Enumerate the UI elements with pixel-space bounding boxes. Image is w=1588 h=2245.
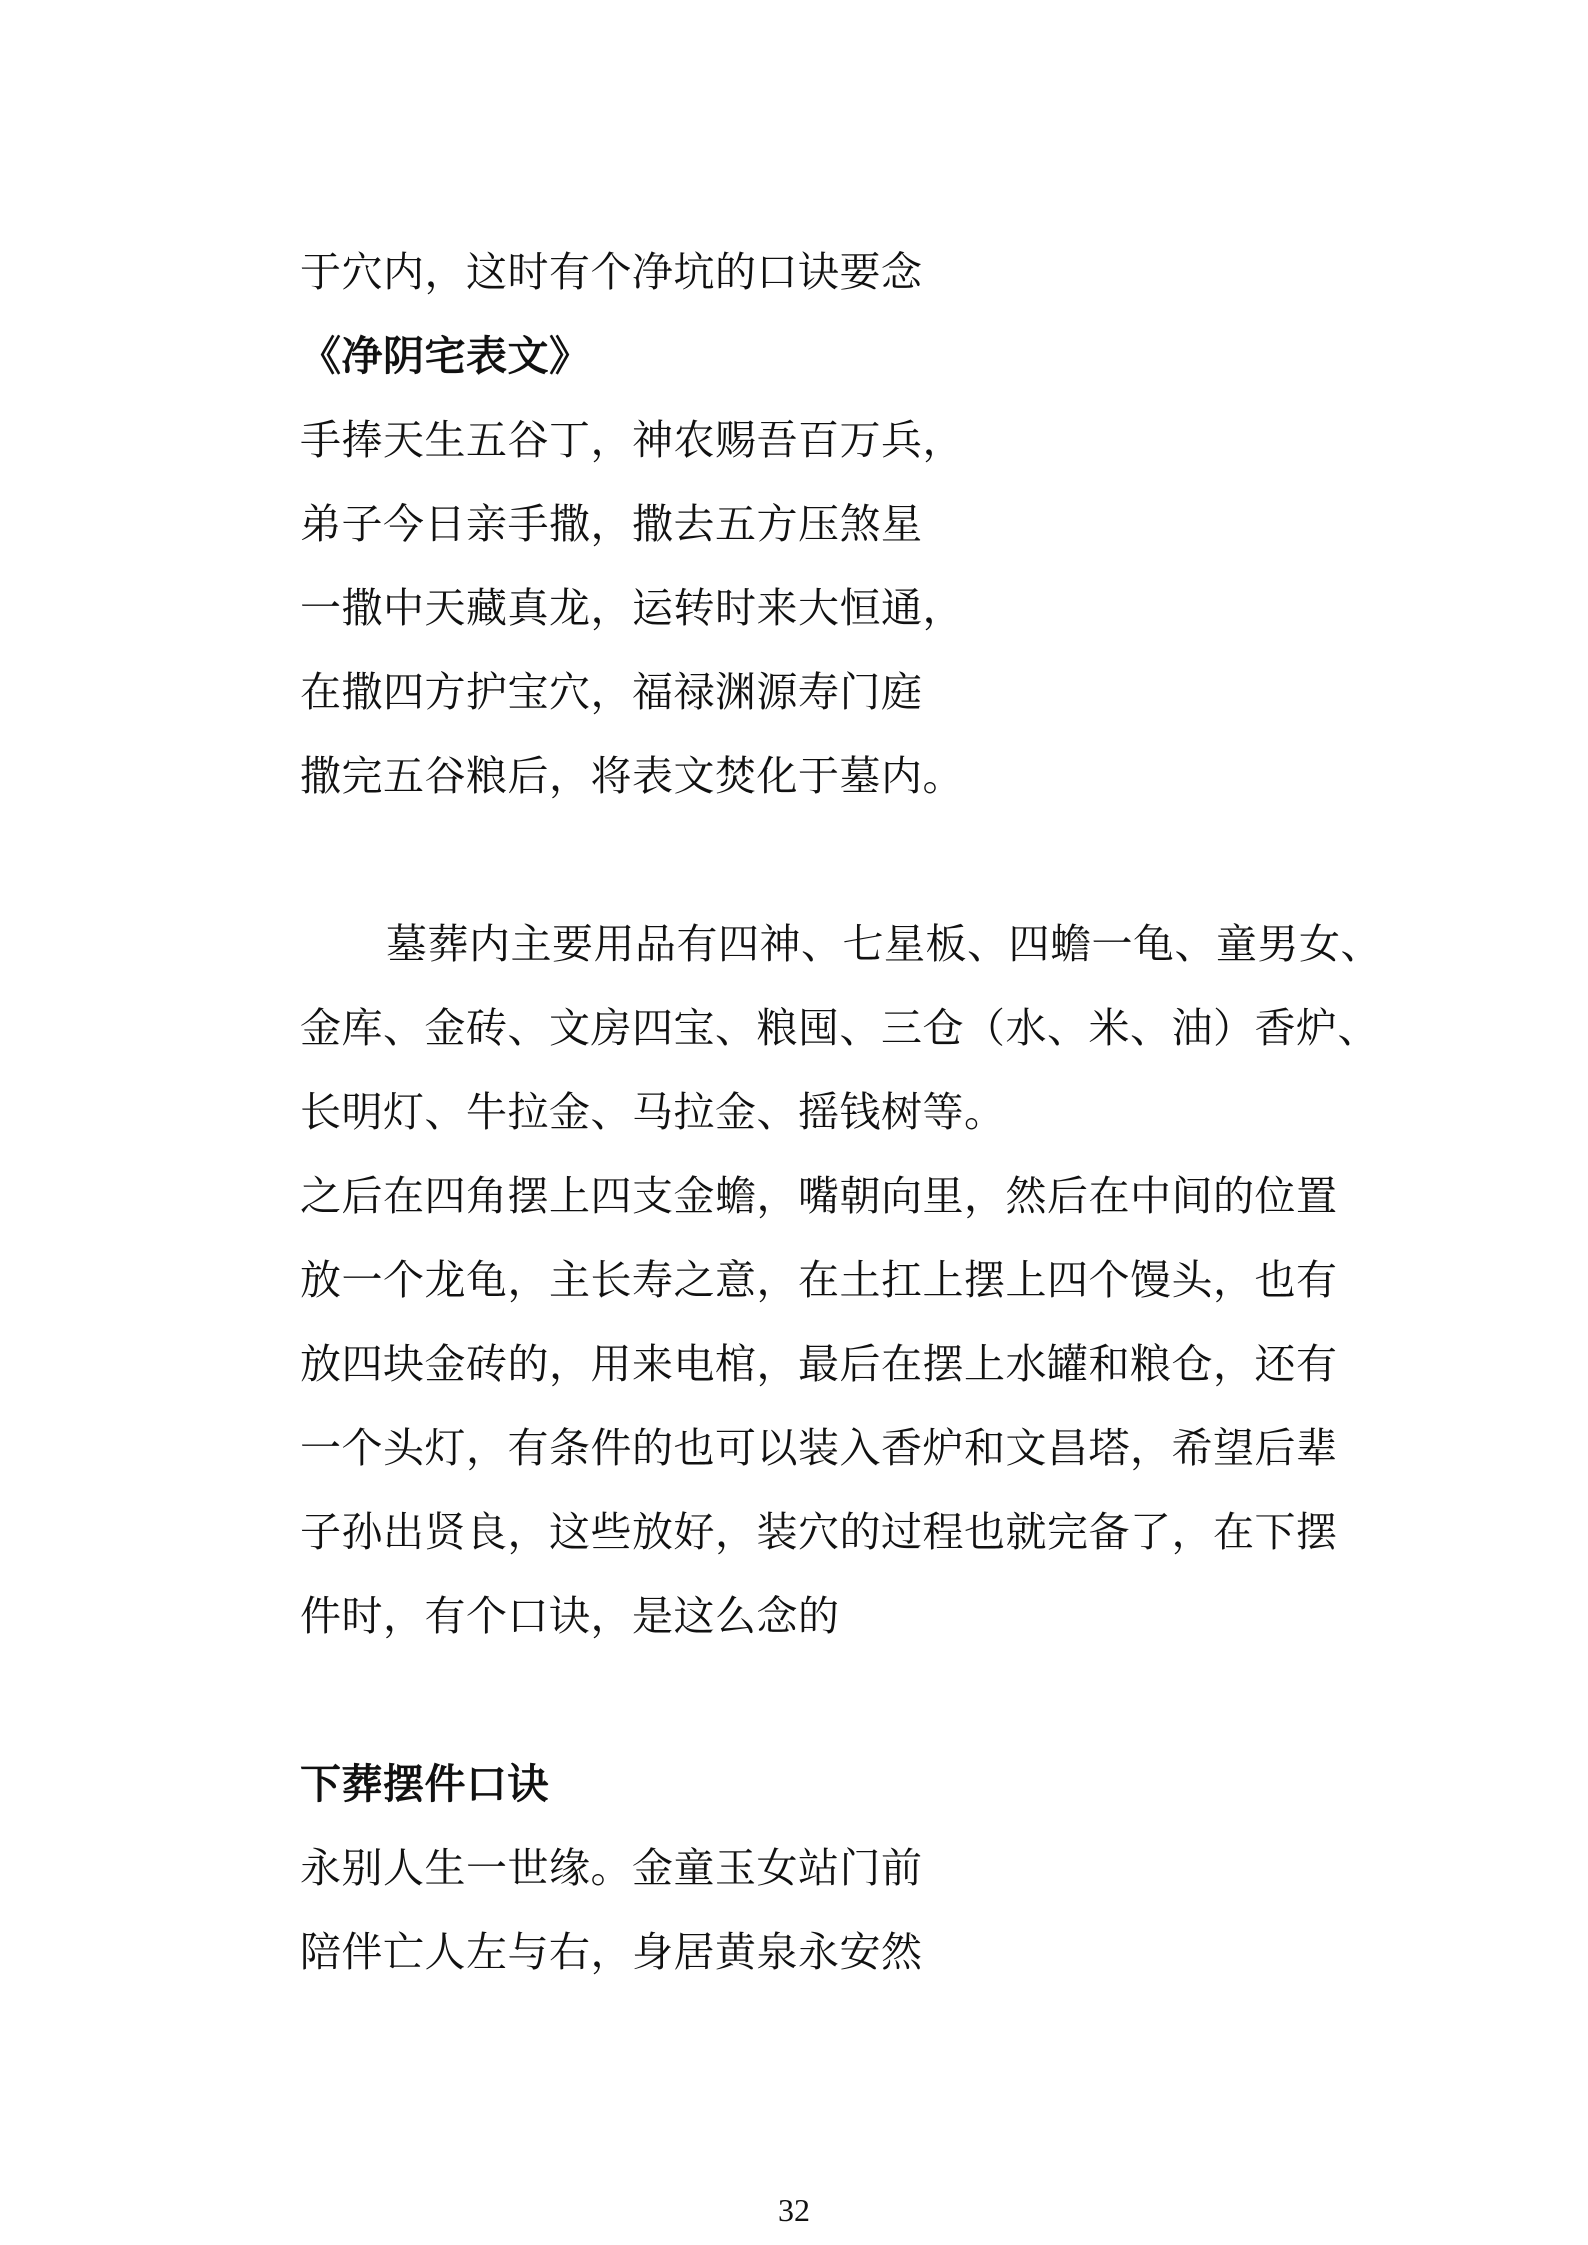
- verse-line: 一撒中天藏真龙，运转时来大恒通，: [300, 584, 964, 632]
- verse-line: 手捧天生五谷丁，神农赐吾百万兵，: [300, 416, 964, 464]
- page-content: [300, 230, 1382, 1994]
- paragraph-line: 子孙出贤良，这些放好，装穴的过程也就完备了，在下摆: [300, 1508, 1338, 1556]
- section-title-jing-yin-zhai: 《净阴宅表文》: [300, 332, 591, 380]
- paragraph-line: 金库、金砖、文房四宝、粮囤、三仓（水、米、油）香炉、: [300, 1004, 1379, 1052]
- verse-line: 永别人生一世缘。金童玉女站门前: [300, 1844, 923, 1892]
- paragraph-line: 放一个龙龟，主长寿之意，在土扛上摆上四个馒头，也有: [300, 1256, 1338, 1304]
- paragraph-line: 一个头灯，有条件的也可以装入香炉和文昌塔，希望后辈: [300, 1424, 1338, 1472]
- paragraph-line: 墓葬内主要用品有四神、七星板、四蟾一龟、童男女、: [386, 920, 1382, 968]
- paragraph-line: 长明灯、牛拉金、马拉金、摇钱树等。: [300, 1088, 1006, 1136]
- paragraph-spacer: [300, 818, 1360, 902]
- paragraph-line: 放四块金砖的，用来电棺，最后在摆上水罐和粮仓，还有: [300, 1340, 1338, 1388]
- verse-line: 撒完五谷粮后，将表文焚化于墓内。: [300, 752, 964, 800]
- paragraph-line: 件时，有个口诀，是这么念的: [300, 1592, 840, 1640]
- section-title-xia-zang: 下葬摆件口诀: [300, 1760, 549, 1808]
- paragraph-spacer: [300, 1658, 1360, 1742]
- paragraph-line: 之后在四角摆上四支金蟾，嘴朝向里，然后在中间的位置: [300, 1172, 1338, 1220]
- verse-line: 陪伴亡人左与右，身居黄泉永安然: [300, 1928, 923, 1976]
- page-number: 32: [778, 2192, 810, 2228]
- verse-line: 在撒四方护宝穴，福禄渊源寿门庭: [300, 668, 923, 716]
- verse-line: 弟子今日亲手撒，撒去五方压煞星: [300, 500, 923, 548]
- intro-line: 于穴内，这时有个净坑的口诀要念: [300, 248, 923, 296]
